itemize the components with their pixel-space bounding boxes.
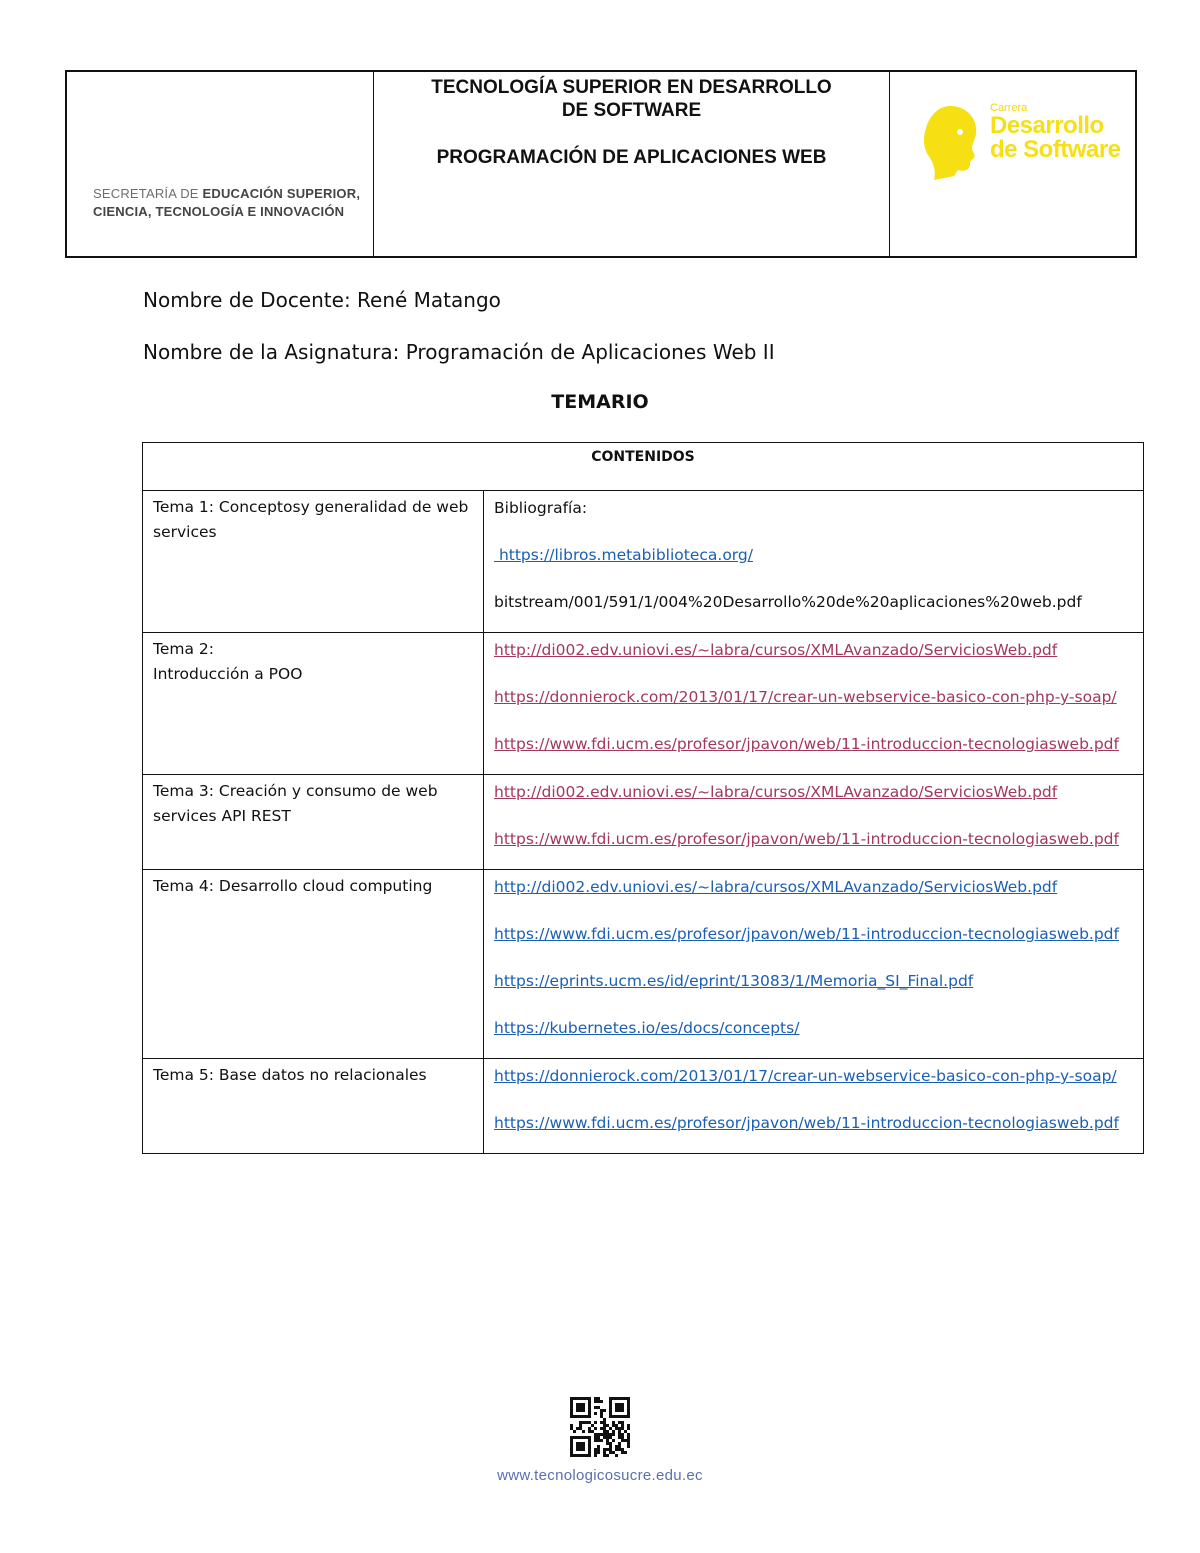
header-brand-cell [890, 72, 1135, 256]
tema-cell [143, 775, 484, 870]
references-cell [484, 870, 1144, 1059]
brand-small-label: Carrera [990, 102, 1028, 114]
institution-title-line2: DE SOFTWARE [561, 100, 702, 121]
header-logo-cell [67, 72, 374, 256]
reference-link[interactable]: https://www.fdi.ucm.es/profesor/jpavon/web/11-introduccion-tecnologiasweb.pdf [494, 735, 1119, 753]
asignatura-line: Nombre de la Asignatura: Programación de Aplicaciones Web II [143, 340, 775, 364]
brand-logo [920, 102, 1121, 182]
head-profile-icon [920, 102, 982, 182]
document-header [65, 70, 1137, 258]
references-cell [484, 633, 1144, 775]
table-row [143, 633, 1144, 775]
tema-cell [143, 633, 484, 775]
brand-line2: de Software [990, 136, 1121, 163]
header-title-cell [374, 72, 890, 256]
references-cell [484, 1059, 1144, 1154]
reference-link[interactable]: http://di002.edv.uniovi.es/~labra/cursos/XMLAvanzado/ServiciosWeb.pdf [494, 878, 1058, 896]
tema-cell [143, 1059, 484, 1154]
secretaria-line1-a: SECRETARÍA DE [93, 186, 203, 201]
institution-title-line1: TECNOLOGÍA SUPERIOR EN DESARROLLO [431, 77, 832, 98]
reference-link[interactable]: https://donnierock.com/2013/01/17/crear-un-webservice-basico-con-php-y-soap/ [494, 688, 1117, 706]
references-cell [484, 775, 1144, 870]
reference-text: bitstream/001/591/1/004%20Desarrollo%20de%20aplicaciones%20web.pdf [494, 593, 1082, 611]
tema-label: Tema 2: Introducción a POO [153, 640, 303, 683]
tema-label: Tema 3: Creación y consumo de web services API REST [153, 782, 438, 825]
contents-table [142, 442, 1144, 1154]
reference-link[interactable]: http://di002.edv.uniovi.es/~labra/cursos/XMLAvanzado/ServiciosWeb.pdf [494, 641, 1058, 659]
reference-link[interactable]: https://libros.metabiblioteca.org/ [494, 546, 753, 564]
references-cell [484, 491, 1144, 633]
qr-code-icon [570, 1397, 630, 1457]
secretaria-line1-b: EDUCACIÓN SUPERIOR, [202, 186, 361, 201]
contenidos-header: CONTENIDOS [143, 443, 1144, 491]
secretaria-line2: CIENCIA, TECNOLOGÍA E INNOVACIÓN [93, 204, 345, 219]
reference-link[interactable]: https://eprints.ucm.es/id/eprint/13083/1/Memoria_SI_Final.pdf [494, 972, 974, 990]
reference-link[interactable]: https://donnierock.com/2013/01/17/crear-un-webservice-basico-con-php-y-soap/ [494, 1067, 1117, 1085]
tema-label: Tema 5: Base datos no relacionales [153, 1066, 427, 1084]
reference-link[interactable]: http://di002.edv.uniovi.es/~labra/cursos/XMLAvanzado/ServiciosWeb.pdf [494, 783, 1058, 801]
table-row [143, 1059, 1144, 1154]
brand-text [990, 102, 1121, 162]
docente-line: Nombre de Docente: René Matango [143, 288, 501, 312]
course-area-title: PROGRAMACIÓN DE APLICACIONES WEB [436, 147, 827, 168]
reference-link[interactable]: https://www.fdi.ucm.es/profesor/jpavon/web/11-introduccion-tecnologiasweb.pdf [494, 925, 1119, 943]
tema-cell [143, 870, 484, 1059]
reference-link[interactable]: https://www.fdi.ucm.es/profesor/jpavon/web/11-introduccion-tecnologiasweb.pdf [494, 830, 1119, 848]
secretaria-logo [93, 185, 360, 221]
footer-url[interactable]: www.tecnologicosucre.edu.ec [497, 1467, 703, 1484]
reference-link[interactable]: https://kubernetes.io/es/docs/concepts/ [494, 1019, 800, 1037]
tema-label: Tema 1: Conceptosy generalidad de web services [153, 498, 469, 541]
reference-text: Bibliografía: [494, 499, 588, 517]
table-row [143, 870, 1144, 1059]
tema-cell [143, 491, 484, 633]
reference-link[interactable]: https://www.fdi.ucm.es/profesor/jpavon/web/11-introduccion-tecnologiasweb.pdf [494, 1114, 1119, 1132]
table-row [143, 775, 1144, 870]
temario-heading: TEMARIO [551, 391, 649, 413]
table-row [143, 491, 1144, 633]
table-header-row [143, 443, 1144, 491]
brand-line1: Desarrollo [990, 112, 1104, 139]
tema-label: Tema 4: Desarrollo cloud computing [153, 877, 433, 895]
